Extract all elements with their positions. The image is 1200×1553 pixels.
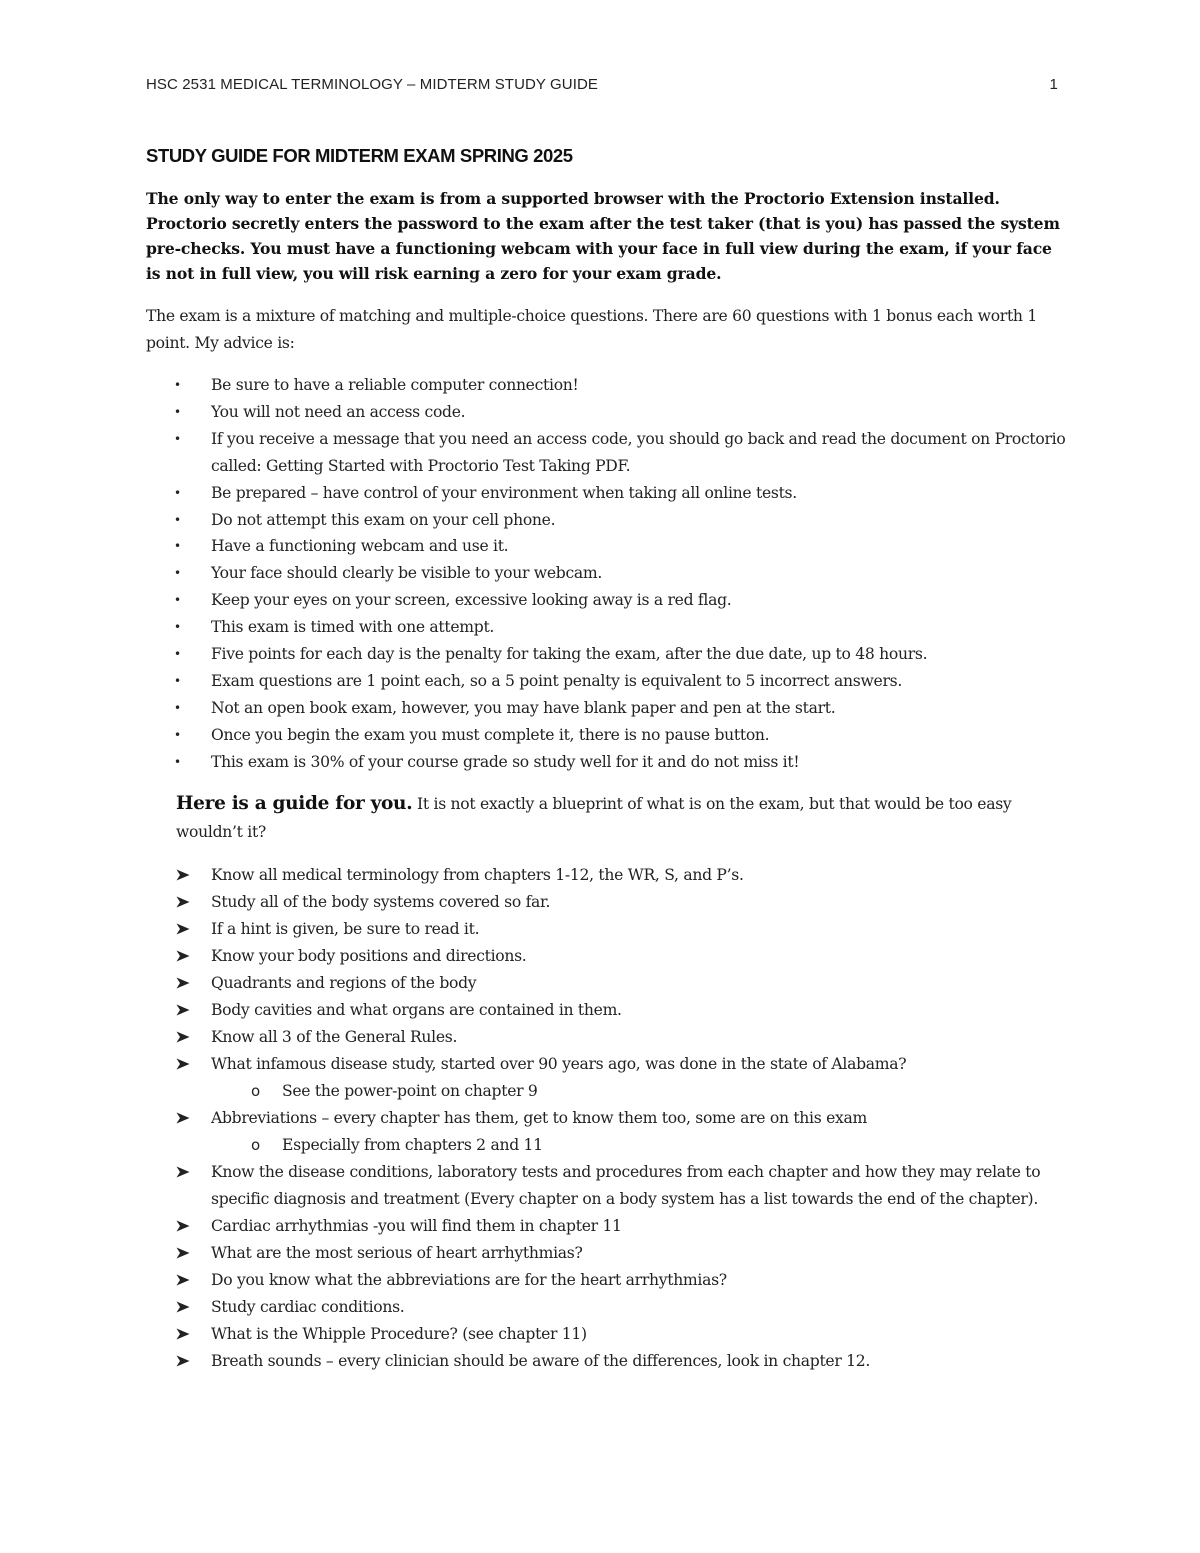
- advice-text: Exam questions are 1 point each, so a 5 point penalty is equivalent to 5 incorrect answers.: [211, 671, 902, 690]
- guide-item: [146, 1348, 1066, 1375]
- advice-item: [146, 722, 1066, 749]
- advice-item: [146, 587, 1066, 614]
- advice-text: This exam is 30% of your course grade so study well for it and do not miss it!: [211, 752, 800, 771]
- arrowhead-bullet-icon: [176, 1328, 190, 1340]
- advice-item: [146, 695, 1066, 722]
- study-guide-list: [146, 862, 1066, 1375]
- advice-text: Be sure to have a reliable computer connection!: [211, 376, 579, 394]
- arrowhead-bullet-icon: [176, 1220, 190, 1232]
- arrowhead-bullet-icon: [176, 1004, 190, 1016]
- bullet-icon: •: [174, 700, 181, 715]
- arrowhead-bullet-icon: [176, 1247, 190, 1259]
- bullet-icon: •: [174, 539, 181, 554]
- guide-item: [146, 1267, 1066, 1294]
- guide-item: [146, 1105, 1066, 1132]
- advice-text: Keep your eyes on your screen, excessive looking away is a red flag.: [211, 591, 732, 610]
- advice-text: Once you begin the exam you must complete it, there is no pause button.: [211, 725, 770, 744]
- advice-item: [146, 749, 1066, 776]
- advice-item: [146, 641, 1066, 668]
- guide-item-text: Study all of the body systems covered so far.: [211, 893, 551, 911]
- exam-intro-paragraph: The exam is a mixture of matching and multiple-choice questions. There are 60 questions with 1 bonus each worth 1 point. My advice is:: [146, 307, 1037, 352]
- guide-item: [146, 862, 1066, 889]
- advice-item: [146, 560, 1066, 587]
- bullet-icon: •: [174, 431, 181, 446]
- guide-item: [146, 916, 1066, 943]
- guide-intro: [176, 790, 1066, 846]
- guide-item-text: Breath sounds – every clinician should be aware of the differences, look in chapter 12.: [211, 1352, 871, 1370]
- advice-text: If you receive a message that you need an access code, you should go back and read the document on Proctorio called: Getting Started with Proctorio Test Taking PDF.: [211, 429, 1066, 475]
- advice-item: [146, 668, 1066, 695]
- arrowhead-bullet-icon: [176, 1166, 190, 1178]
- guide-item-text: If a hint is given, be sure to read it.: [211, 920, 480, 938]
- circle-bullet-icon: o: [251, 1136, 260, 1154]
- running-header: [146, 76, 1058, 93]
- guide-item: [146, 1051, 1066, 1078]
- arrowhead-bullet-icon: [176, 950, 190, 962]
- guide-item-text: Know all 3 of the General Rules.: [211, 1028, 458, 1046]
- guide-item-text: Study cardiac conditions.: [211, 1298, 405, 1316]
- advice-text: Have a functioning webcam and use it.: [211, 537, 509, 556]
- bullet-icon: •: [174, 727, 181, 742]
- advice-text: Your face should clearly be visible to your webcam.: [211, 564, 603, 583]
- advice-text: Be prepared – have control of your environment when taking all online tests.: [211, 483, 797, 502]
- advice-item: [146, 372, 1066, 399]
- bullet-icon: •: [174, 754, 181, 769]
- advice-item: [146, 507, 1066, 534]
- advice-text: Five points for each day is the penalty for taking the exam, after the due date, up to 48 hours.: [211, 645, 928, 664]
- guide-item-text: Know all medical terminology from chapters 1-12, the WR, S, and P’s.: [211, 866, 744, 884]
- guide-item: [146, 1240, 1066, 1267]
- guide-item-text: Cardiac arrhythmias -you will find them in chapter 11: [211, 1217, 622, 1235]
- bullet-icon: •: [174, 404, 181, 419]
- bullet-icon: •: [174, 485, 181, 500]
- advice-item: [146, 480, 1066, 507]
- guide-item: [146, 943, 1066, 970]
- arrowhead-bullet-icon: [176, 1301, 190, 1313]
- guide-item-text: What is the Whipple Procedure? (see chapter 11): [211, 1325, 587, 1343]
- guide-item-text: Know your body positions and directions.: [211, 947, 527, 965]
- advice-list: [146, 372, 1066, 776]
- guide-item-text: Quadrants and regions of the body: [211, 974, 477, 992]
- guide-item: [146, 889, 1066, 916]
- guide-item-text: Abbreviations – every chapter has them, get to know them too, some are on this exam: [211, 1109, 868, 1127]
- arrowhead-bullet-icon: [176, 977, 190, 989]
- arrowhead-bullet-icon: [176, 1355, 190, 1367]
- guide-item-text: Body cavities and what organs are contained in them.: [211, 1001, 622, 1019]
- advice-item: [146, 426, 1066, 480]
- arrowhead-bullet-icon: [176, 923, 190, 935]
- advice-text: This exam is timed with one attempt.: [211, 618, 495, 637]
- guide-subitem-text: Especially from chapters 2 and 11: [282, 1136, 543, 1154]
- document-title: STUDY GUIDE FOR MIDTERM EXAM SPRING 2025: [146, 145, 573, 166]
- guide-item: [146, 997, 1066, 1024]
- arrowhead-bullet-icon: [176, 1031, 190, 1043]
- bullet-icon: •: [174, 378, 181, 392]
- guide-item-text: What infamous disease study, started over 90 years ago, was done in the state of Alabama?: [211, 1055, 907, 1073]
- guide-item-text: Know the disease conditions, laboratory tests and procedures from each chapter and how they may relate to specific diagnosis and treatment (Every chapter on a body system has a list towards the end of the chapter).: [211, 1163, 1041, 1208]
- page-number: 1: [1049, 76, 1058, 93]
- guide-item: [146, 1321, 1066, 1348]
- guide-item: [146, 1159, 1066, 1213]
- advice-text: Not an open book exam, however, you may have blank paper and pen at the start.: [211, 698, 836, 717]
- guide-item-text: Do you know what the abbreviations are for the heart arrhythmias?: [211, 1271, 727, 1289]
- advice-item: [146, 533, 1066, 560]
- guide-lead: Here is a guide for you.: [176, 793, 413, 814]
- guide-item-text: What are the most serious of heart arrhythmias?: [211, 1244, 583, 1262]
- advice-item: [146, 614, 1066, 641]
- bullet-icon: •: [174, 673, 181, 688]
- bullet-icon: •: [174, 512, 181, 527]
- bullet-icon: •: [174, 647, 181, 662]
- circle-bullet-icon: o: [251, 1082, 260, 1100]
- advice-text: You will not need an access code.: [211, 402, 466, 421]
- guide-subitem: [146, 1078, 1066, 1105]
- running-title: HSC 2531 MEDICAL TERMINOLOGY – MIDTERM STUDY GUIDE: [146, 76, 599, 93]
- guide-item: [146, 1024, 1066, 1051]
- bullet-icon: •: [174, 593, 181, 608]
- arrowhead-bullet-icon: [176, 1274, 190, 1286]
- arrowhead-bullet-icon: [176, 869, 190, 881]
- advice-text: Do not attempt this exam on your cell phone.: [211, 510, 556, 529]
- guide-intro-text: It is not exactly a blueprint of what is on the exam, but that would be too easy wouldn’t it?: [176, 795, 1012, 841]
- bullet-icon: •: [174, 566, 181, 581]
- arrowhead-bullet-icon: [176, 896, 190, 908]
- proctorio-notice: The only way to enter the exam is from a supported browser with the Proctorio Extension installed. Proctorio secretly enters the password to the exam after the test taker (that is you) has passed the system pre-checks. You must have a functioning webcam with your face in full view during the exam, if your face is not in full view, you will risk earning a zero for your exam grade.: [146, 189, 1060, 283]
- guide-item: [146, 1294, 1066, 1321]
- guide-subitem: [146, 1132, 1066, 1159]
- guide-item: [146, 970, 1066, 997]
- guide-subitem-text: See the power-point on chapter 9: [282, 1082, 538, 1100]
- advice-item: [146, 399, 1066, 426]
- guide-item: [146, 1213, 1066, 1240]
- arrowhead-bullet-icon: [176, 1058, 190, 1070]
- arrowhead-bullet-icon: [176, 1112, 190, 1124]
- bullet-icon: •: [174, 620, 181, 635]
